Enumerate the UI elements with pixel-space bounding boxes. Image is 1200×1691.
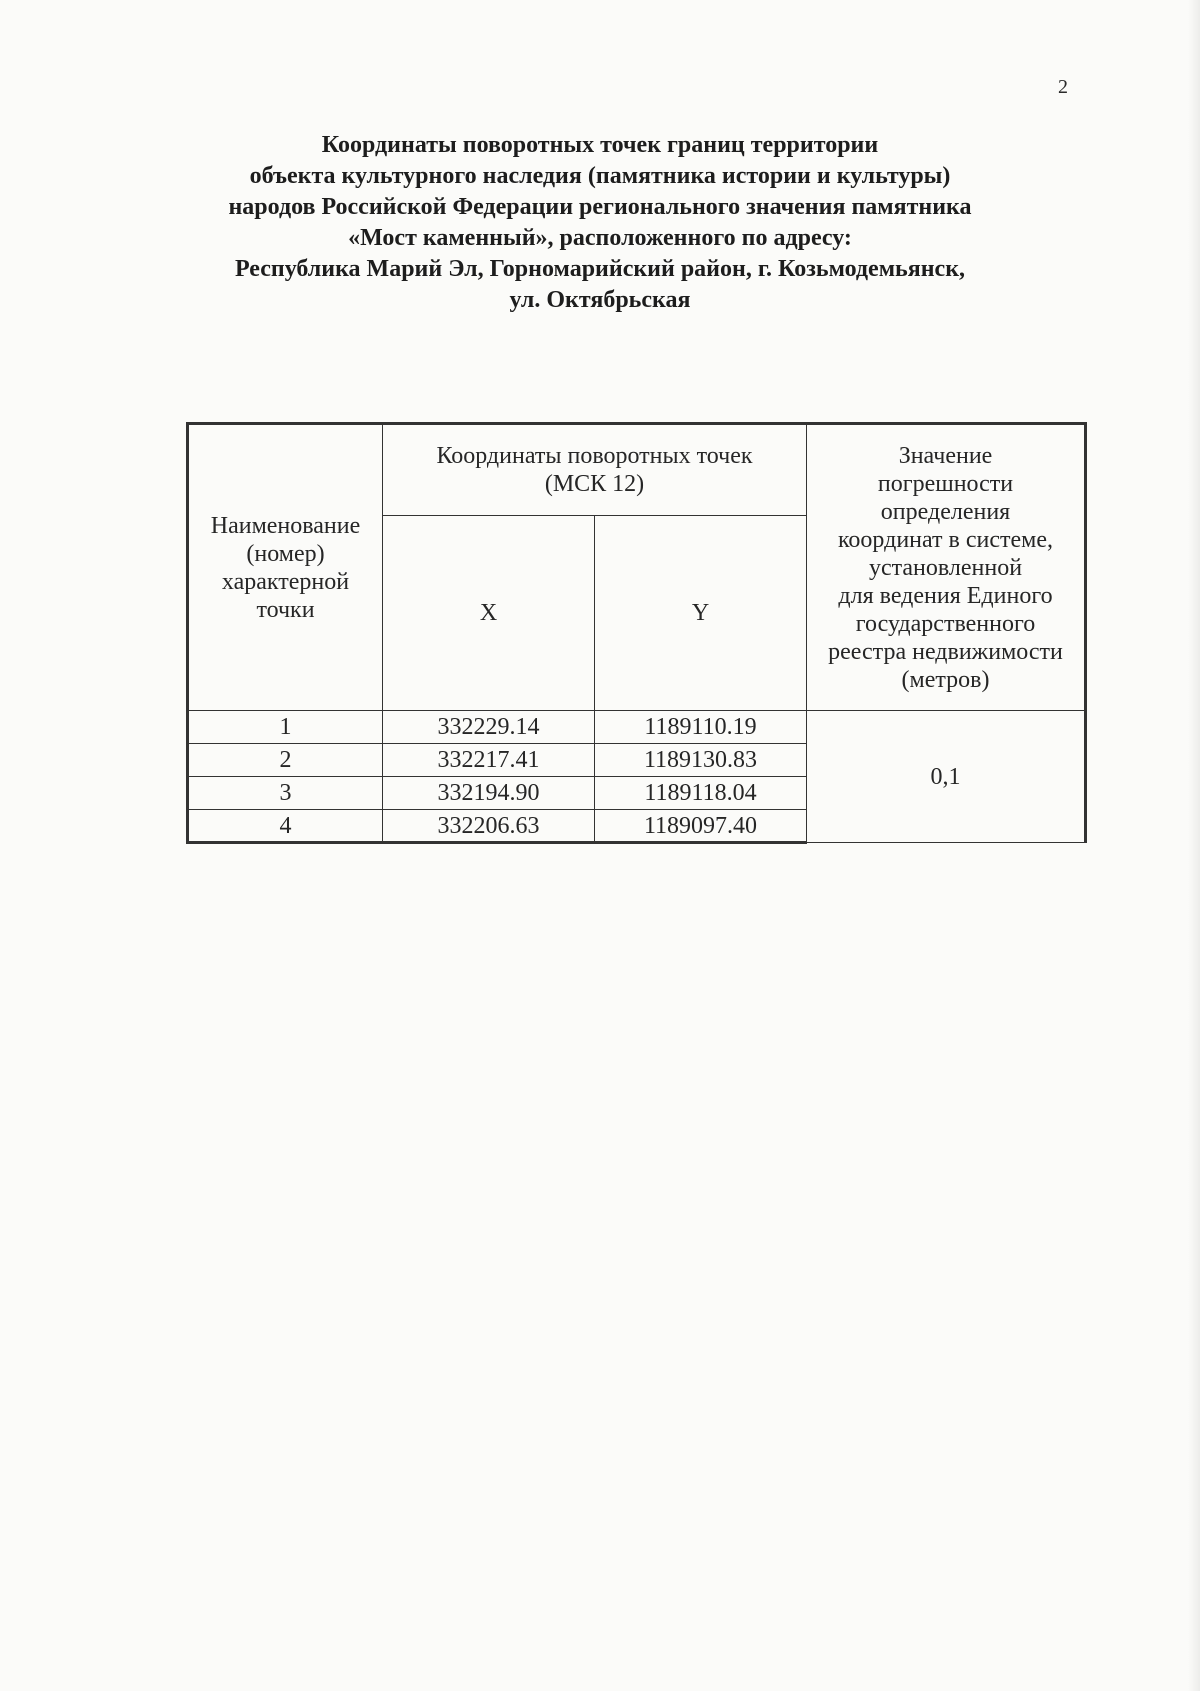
- heading-line-5: Республика Марий Эл, Горномарийский район, г. Козьмодемьянск,: [234, 256, 966, 282]
- header-error-line-4: координат в системе,: [837, 526, 1053, 553]
- cell-point-name: 1: [188, 711, 383, 744]
- cell-x: 332194.90: [383, 777, 595, 810]
- heading-line-4: «Мост каменный», расположенного по адресу:: [348, 225, 852, 251]
- header-point-name-line-2: (номер): [246, 540, 325, 567]
- cell-y: 1189097.40: [595, 810, 807, 843]
- cell-error-value: 0,1: [807, 711, 1086, 843]
- cell-point-name: 4: [188, 810, 383, 843]
- header-coordinates-group: [383, 424, 807, 516]
- page-edge-shadow: [1188, 0, 1200, 1691]
- cell-x: 332229.14: [383, 711, 595, 744]
- header-error-line-1: Значение: [898, 442, 993, 469]
- header-error-line-2: погрешности: [877, 470, 1014, 497]
- header-error-line-7: государственного: [855, 610, 1036, 637]
- header-coordinates-line-1: Координаты поворотных точек: [436, 443, 753, 469]
- cell-y: 1189130.83: [595, 744, 807, 777]
- header-point-name-line-4: точки: [256, 596, 315, 623]
- heading-line-1: Координаты поворотных точек границ территории: [321, 132, 879, 158]
- heading-line-3: народов Российской Федерации регионального значения памятника: [228, 194, 972, 220]
- cell-point-name: 2: [188, 744, 383, 777]
- table-row: [188, 711, 1086, 744]
- cell-y: 1189118.04: [595, 777, 807, 810]
- table-header-row: [188, 424, 1086, 516]
- cell-y: 1189110.19: [595, 711, 807, 744]
- heading-line-2: объекта культурного наследия (памятника истории и культуры): [249, 163, 951, 189]
- header-y: Y: [595, 516, 807, 711]
- heading-line-6: ул. Октябрьская: [509, 287, 691, 313]
- header-coordinates-line-2: (МСК 12): [544, 471, 645, 497]
- header-point-name-line-1: Наименование: [210, 512, 361, 539]
- header-error-line-3: определения: [880, 498, 1011, 525]
- document-heading: [150, 130, 1050, 316]
- header-error-line-8: реестра недвижимости: [828, 638, 1063, 665]
- header-error-line-5: установленной: [868, 554, 1023, 581]
- cell-x: 332206.63: [383, 810, 595, 843]
- coordinates-table: [186, 422, 1087, 844]
- header-error-line-6: для ведения Единого: [838, 582, 1053, 609]
- page-number: 2: [1058, 76, 1068, 98]
- cell-x: 332217.41: [383, 744, 595, 777]
- cell-point-name: 3: [188, 777, 383, 810]
- header-error-line-9: (метров): [901, 666, 990, 693]
- header-point-name: [188, 424, 383, 711]
- header-x: X: [383, 516, 595, 711]
- header-point-name-line-3: характерной: [221, 568, 350, 595]
- header-error: [807, 424, 1086, 711]
